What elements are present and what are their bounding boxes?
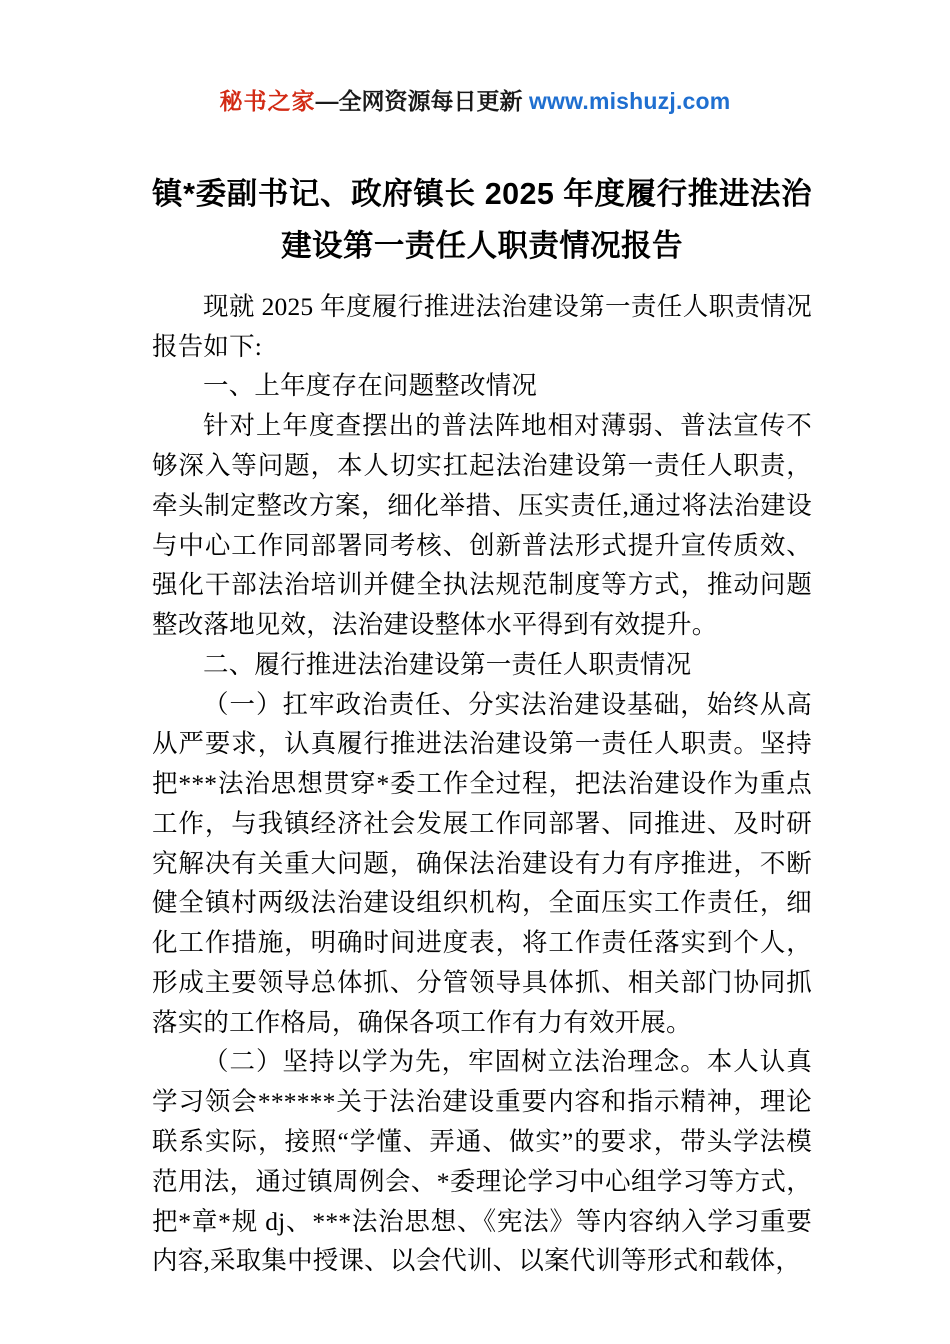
paragraph-intro: 现就 2025 年度履行推进法治建设第一责任人职责情况报告如下: <box>152 291 812 361</box>
page-title: 镇*委副书记、政府镇长 2025 年度履行推进法治建设第一责任人职责情况报告 <box>152 177 812 264</box>
paragraph-item-two: （二）坚持以学为先，牢固树立法治理念。本人认真学习领会******关于法治建设重要内容和指示精神，理论联系实际，接照“学懂、弄通、做实”的要求，带头学法模范用法，通过镇周例会、*委理论学习中心组学习等方式，把*章*规 dj、***法治思想、《宪法》等内容纳入学习重要内容,采取集中授课、以会代训、以案代训等形式和载体， <box>152 1047 812 1276</box>
paragraph-section-two-heading: 二、履行推进法治建设第一责任人职责情况 <box>203 649 692 679</box>
watermark-url[interactable]: www.mishuzj.com <box>528 88 731 114</box>
watermark-brand: 秘书之家 <box>219 88 316 114</box>
paragraph-section-one-body: 针对上年度查摆出的普法阵地相对薄弱、普法宣传不够深入等问题，本人切实扛起法治建设第一责任人职责，牵头制定整改方案，细化举措、压实责任,通过将法治建设与中心工作同部署同考核、创新普法形式提升宣传质效、强化干部法治培训并健全执法规范制度等方式，推动问题整改落地见效，法治建设整体水平得到有效提升。 <box>152 411 812 640</box>
watermark-tagline: —全网资源每日更新 <box>315 88 523 114</box>
document-body <box>152 168 812 1281</box>
paragraph-item-one: （一）扛牢政治责任、分实法治建设基础，始终从高从严要求，认真履行推进法治建设第一责任人职责。坚持把***法治思想贯穿*委工作全过程，把法治建设作为重点工作，与我镇经济社会发展工作同部署、同推进、及时研究解决有关重大问题，确保法治建设有力有序推进，不断健全镇村两级法治建设组织机构，全面压实工作责任，细化工作措施，明确时间进度表，将工作责任落实到个人，形成主要领导总体抓、分管领导具体抓、相关部门协同抓落实的工作格局，确保各项工作有力有效开展。 <box>152 689 812 1037</box>
paragraph-section-one-heading: 一、上年度存在问题整改情况 <box>203 371 538 401</box>
site-watermark <box>0 88 950 116</box>
